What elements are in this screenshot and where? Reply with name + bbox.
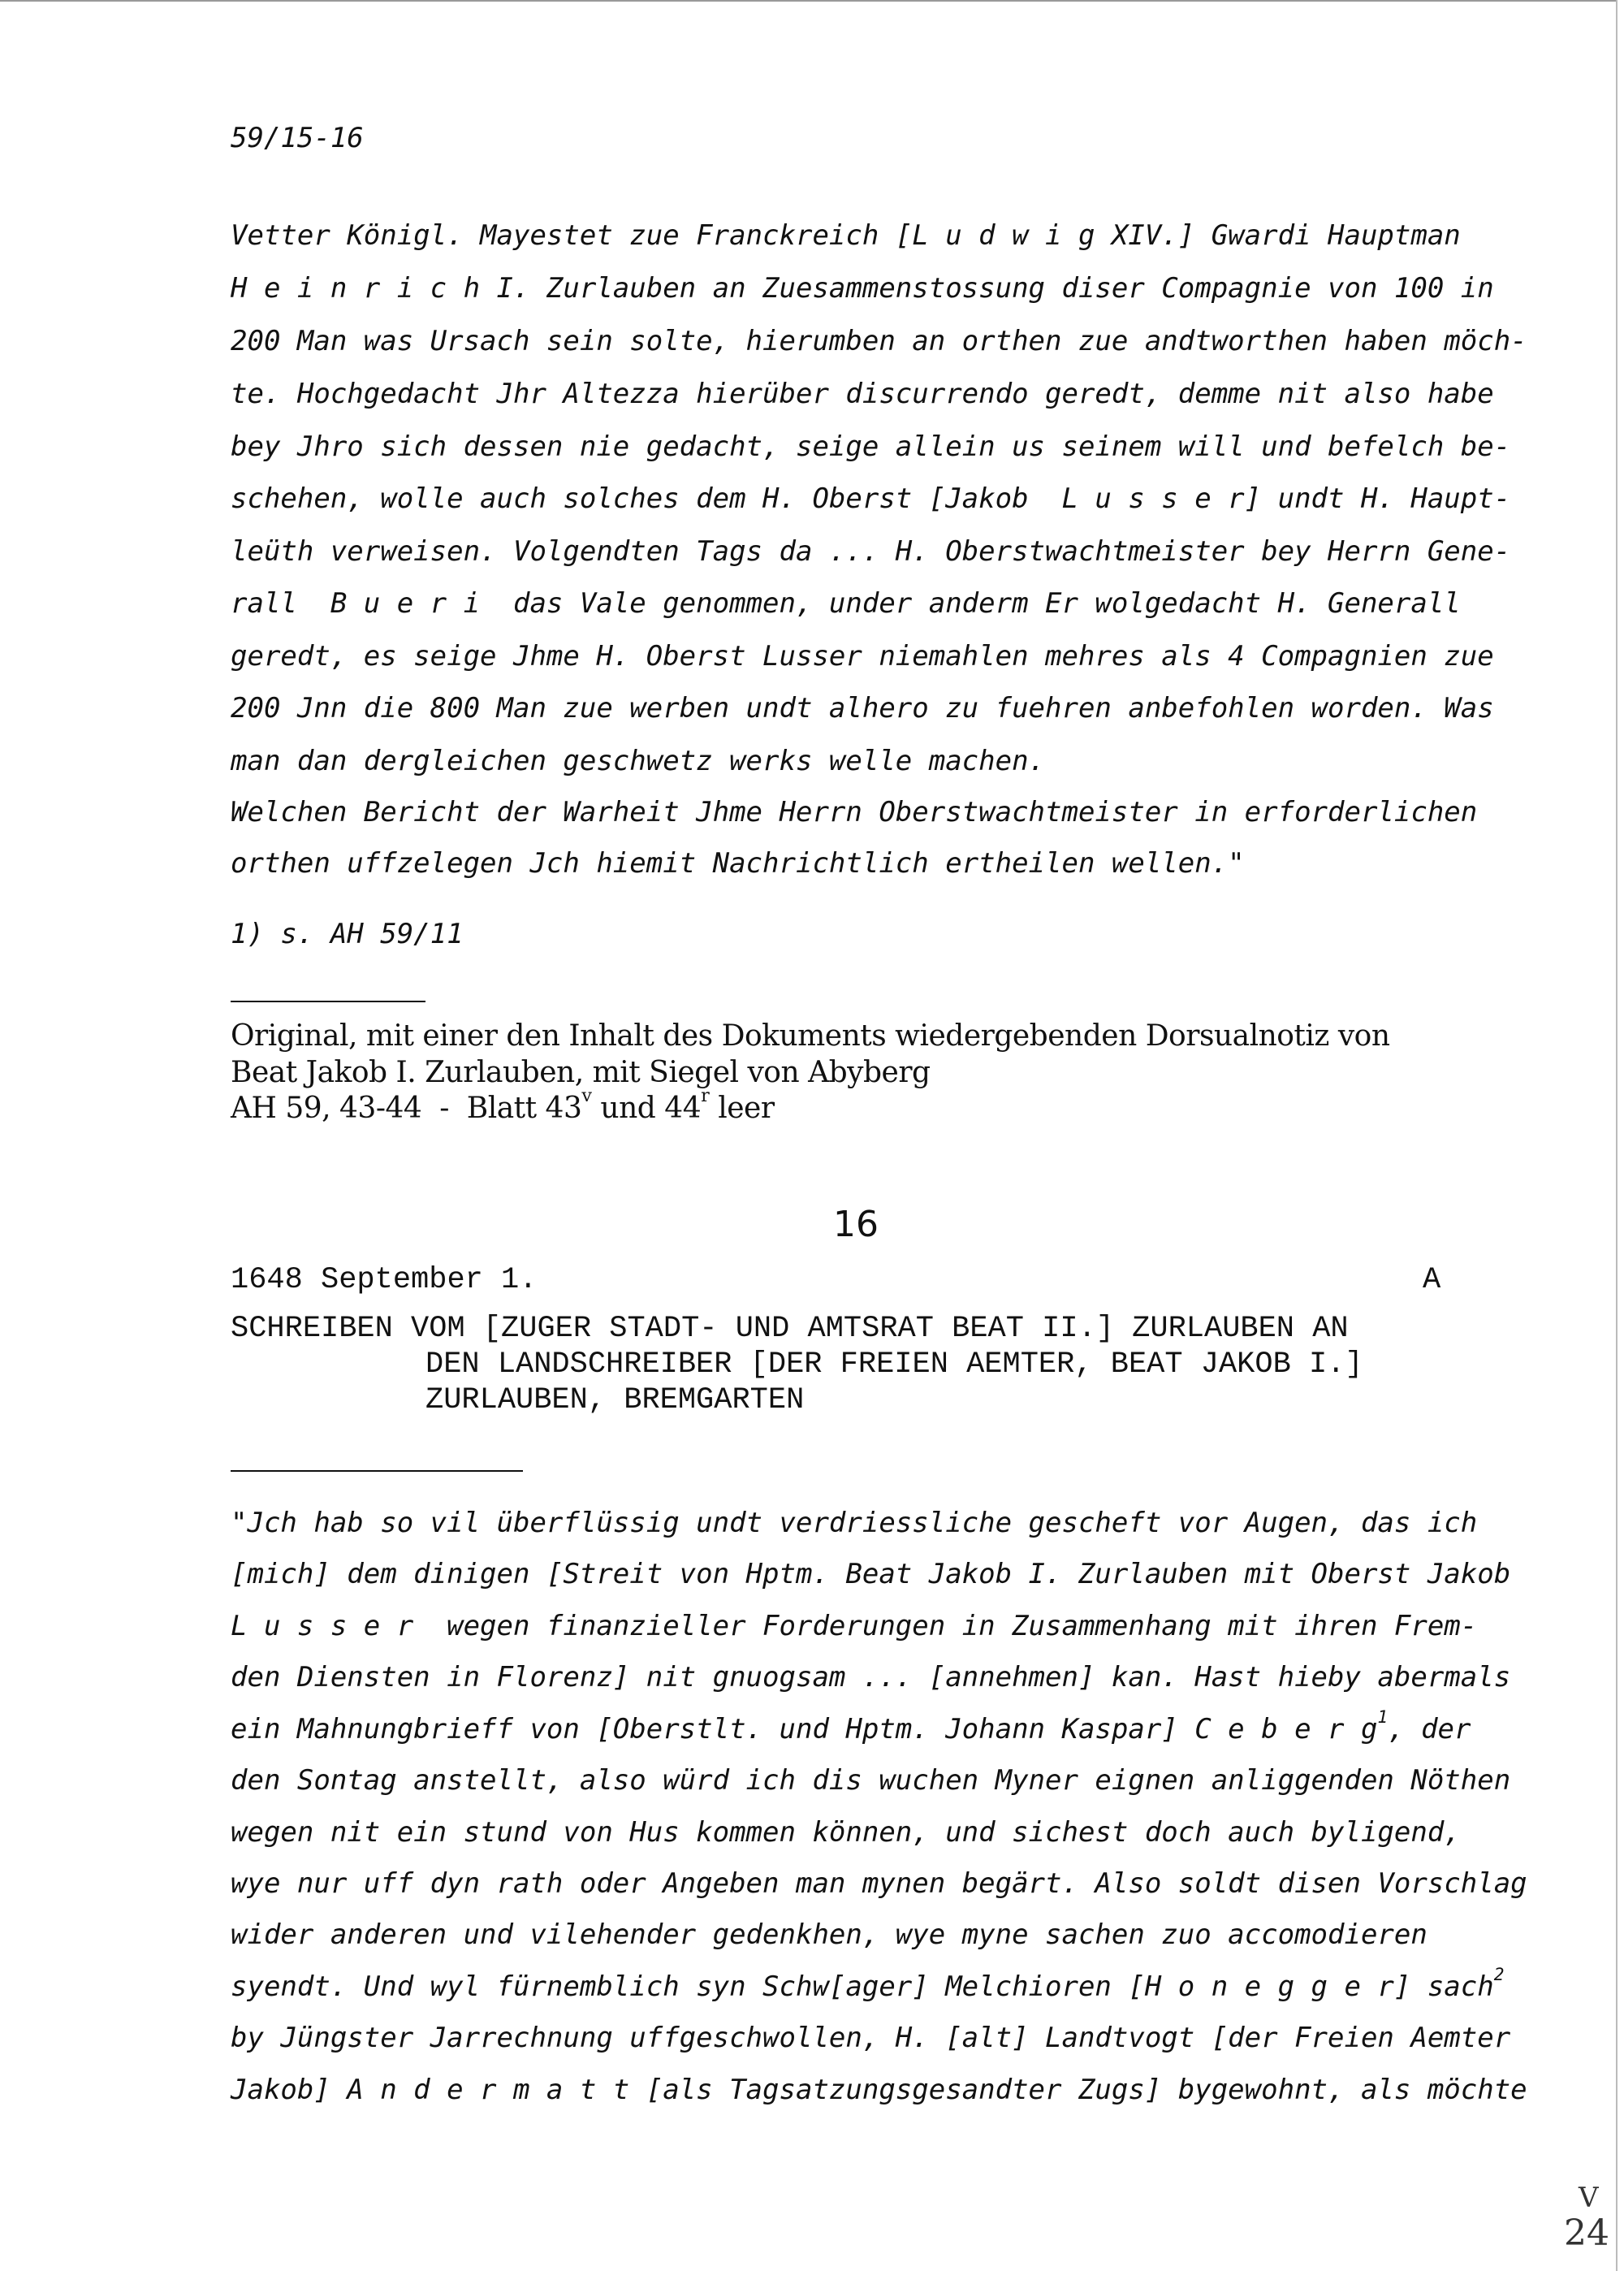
text-line: orthen uffzelegen Jch hiemit Nachrichtlich ertheilen wellen." xyxy=(231,847,1245,880)
footnote-divider xyxy=(231,1001,425,1002)
text-line: [mich] dem dinigen [Streit von Hptm. Beat Jakob I. Zurlauben mit Oberst Jakob xyxy=(231,1558,1511,1590)
text-line: "Jch hab so vil überflüssig undt verdriessliche gescheft vor Augen, das ich xyxy=(231,1507,1478,1539)
source-line: Original, mit einer den Inhalt des Dokuments wiedergebenden Dorsualnotiz von xyxy=(231,1019,1390,1053)
title-line: DEN LANDSCHREIBER [DER FREIEN AEMTER, BEAT JAKOB I.] xyxy=(425,1347,1363,1382)
handwritten-mark-top: V xyxy=(1579,2182,1599,2214)
footnote: 1) s. AH 59/11 xyxy=(231,918,464,950)
text-line-part: syendt. Und wyl fürnemblich syn Schw[ager] Melchioren [H o n e g g e r] sach xyxy=(231,1970,1494,2003)
text-line: wider anderen und vilehender gedenkhen, wye myne sachen zuo accomodieren xyxy=(231,1918,1427,1951)
text-line: Jakob] A n d e r m a t t [als Tagsatzungsgesandter Zugs] bygewohnt, als möchte xyxy=(231,2074,1527,2106)
text-line xyxy=(231,1964,1505,2003)
footnote-marker-2: 2 xyxy=(1493,1964,1505,1985)
source-line xyxy=(231,1084,775,1125)
text-line: Welchen Bericht der Warheit Jhme Herrn Oberstwachtmeister in erforderlichen xyxy=(231,796,1478,828)
source-line-part: leer xyxy=(709,1092,775,1125)
text-line: te. Hochgedacht Jhr Altezza hierüber discurrendo geredt, demme nit also habe xyxy=(231,378,1494,410)
text-line: schehen, wolle auch solches dem H. Oberst [Jakob L u s s e r] undt H. Haupt- xyxy=(231,482,1511,515)
recto-superscript: r xyxy=(701,1084,710,1106)
source-line-part: und 44 xyxy=(591,1092,702,1125)
document-classification: A xyxy=(1423,1263,1441,1297)
text-line: H e i n r i c h I. Zurlauben an Zuesammenstossung diser Compagnie von 100 in xyxy=(231,272,1494,305)
title-line: SCHREIBEN VOM [ZUGER STADT- UND AMTSRAT BEAT II.] ZURLAUBEN AN xyxy=(231,1312,1349,1346)
handwritten-page-number: 24 xyxy=(1564,2213,1609,2254)
text-line-part: ein Mahnungbrieff von [Oberstlt. und Hptm. Johann Kaspar] C e b e r g xyxy=(231,1713,1378,1745)
title-line: ZURLAUBEN, BREMGARTEN xyxy=(425,1383,805,1417)
page-reference: 59/15-16 xyxy=(231,122,364,154)
verso-superscript: v xyxy=(581,1084,592,1106)
text-line: wye nur uff dyn rath oder Angeben man mynen begärt. Also soldt disen Vorschlag xyxy=(231,1867,1527,1900)
text-line: Vetter Königl. Mayestet zue Franckreich [L u d w i g XIV.] Gwardi Hauptman xyxy=(231,219,1461,252)
text-line: den Sontag anstellt, also würd ich dis wuchen Myner eignen anliggenden Nöthen xyxy=(231,1764,1511,1797)
text-line: leüth verweisen. Volgendten Tags da ... H. Oberstwachtmeister bey Herrn Gene- xyxy=(231,535,1511,568)
text-line: den Diensten in Florenz] nit gnuogsam ... [annehmen] kan. Hast hieby abermals xyxy=(231,1661,1511,1694)
page-top-edge xyxy=(0,0,1616,2)
text-line: wegen nit ein stund von Hus kommen können, und sichest doch auch byligend, xyxy=(231,1816,1461,1849)
text-line: L u s s e r wegen finanzieller Forderungen in Zusammenhang mit ihren Frem- xyxy=(231,1610,1478,1642)
text-line: geredt, es seige Jhme H. Oberst Lusser niemahlen mehres als 4 Compagnien zue xyxy=(231,640,1494,673)
text-line: by Jüngster Jarrechnung uffgeschwollen, H. [alt] Landtvogt [der Freien Aemter xyxy=(231,2022,1511,2054)
text-line-part: , der xyxy=(1388,1713,1471,1745)
title-divider xyxy=(231,1470,523,1472)
text-line: rall B u e r i das Vale genommen, under anderm Er wolgedacht H. Generall xyxy=(231,587,1461,620)
page-right-edge xyxy=(1616,0,1618,2271)
text-line: man dan dergleichen geschwetz werks welle machen. xyxy=(231,745,1046,777)
text-line xyxy=(231,1706,1471,1745)
text-line: 200 Jnn die 800 Man zue werben undt alhero zu fuehren anbefohlen worden. Was xyxy=(231,692,1494,725)
source-line: Beat Jakob I. Zurlauben, mit Siegel von Abyberg xyxy=(231,1056,931,1089)
text-line: bey Jhro sich dessen nie gedacht, seige allein us seinem will und befelch be- xyxy=(231,430,1511,463)
footnote-marker-1: 1 xyxy=(1377,1706,1389,1728)
document-number: 16 xyxy=(833,1204,879,1245)
document-date: 1648 September 1. xyxy=(231,1263,538,1297)
source-line-part: AH 59, 43-44 - Blatt 43 xyxy=(231,1092,582,1125)
text-line: 200 Man was Ursach sein solte, hierumben an orthen zue andtworthen haben möch- xyxy=(231,325,1527,357)
